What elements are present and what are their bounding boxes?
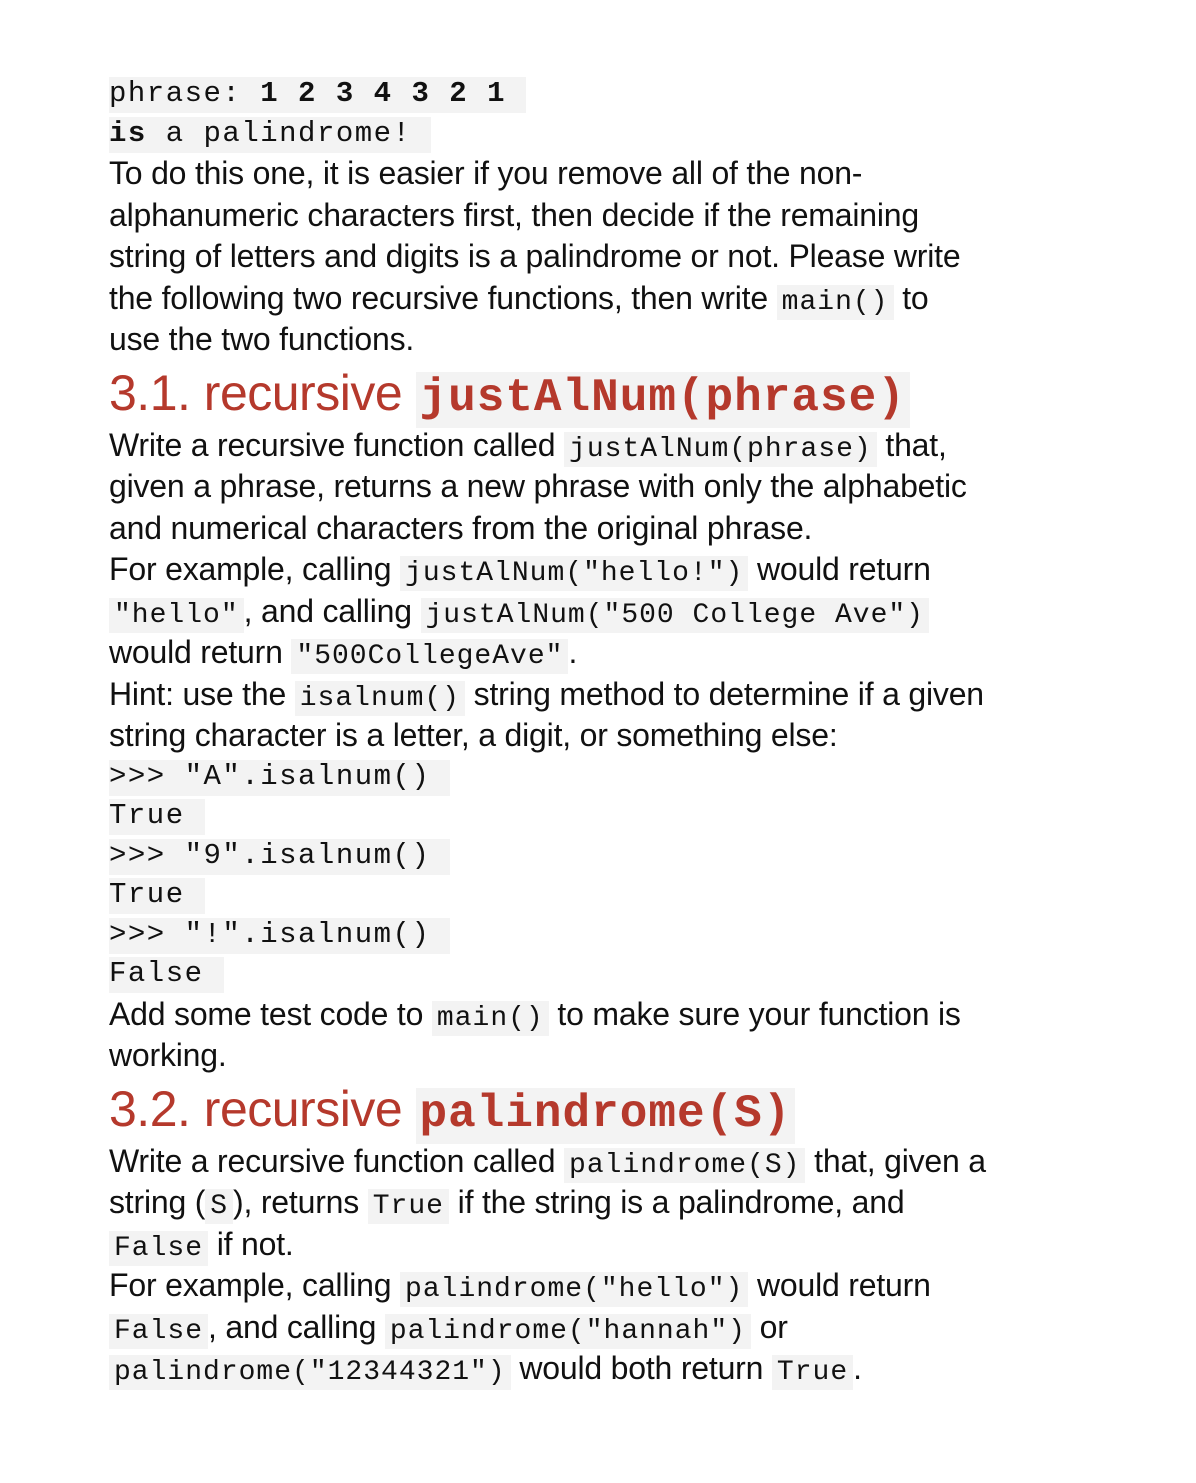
- text-span: would return: [109, 634, 292, 670]
- text-span: For example, calling: [109, 1267, 401, 1303]
- s1-line: [109, 674, 1089, 716]
- s1-line: given a phrase, returns a new phrase with only the alphabetic: [109, 468, 967, 504]
- intro-paragraph-line: [109, 278, 1089, 320]
- inline-code-main: main(): [777, 285, 894, 320]
- inline-code: False: [109, 1314, 208, 1349]
- heading-code: palindrome(S): [416, 1088, 796, 1144]
- s2-line: [109, 1224, 1089, 1266]
- inline-code: justAlNum("hello!"): [400, 556, 748, 591]
- s1-line: [109, 549, 1089, 591]
- text-span: that, given a: [805, 1142, 986, 1179]
- intro-paragraph-line: alphanumeric characters first, then decide if the remaining: [109, 196, 919, 233]
- code-text: True: [109, 799, 205, 835]
- inline-code: palindrome(S): [564, 1148, 805, 1183]
- s2-line: [109, 1348, 1089, 1390]
- palindrome-result-line: [109, 114, 1089, 154]
- text-span: if the string is a palindrome, and: [448, 1184, 905, 1220]
- inline-code: justAlNum(phrase): [564, 432, 877, 467]
- s2-line: [109, 1182, 1089, 1224]
- text-span: .: [853, 1350, 862, 1386]
- palindrome-result-code: [109, 117, 431, 153]
- text-span: to make sure your function is: [548, 995, 961, 1032]
- code-block-line: [109, 796, 1089, 836]
- text-span: Write a recursive function called: [109, 1142, 565, 1179]
- document-page: [109, 74, 1089, 1390]
- inline-code: isalnum(): [295, 681, 465, 716]
- section-heading-3-2: [109, 1079, 1089, 1141]
- s1-line: [109, 591, 1089, 633]
- code-text: False: [109, 957, 224, 993]
- inline-code: "500CollegeAve": [291, 639, 568, 674]
- phrase-example-code: [109, 77, 526, 113]
- text-span: the following two recursive functions, then write: [109, 279, 777, 316]
- text-span: , and calling: [208, 1308, 385, 1345]
- text-span: Add some test code to: [109, 995, 432, 1032]
- code-block-line: [109, 915, 1089, 955]
- text-span: that,: [876, 426, 947, 463]
- code-text: >>> "A".isalnum(): [109, 760, 450, 796]
- code-block-line: [109, 757, 1089, 797]
- s1-line: and numerical characters from the original phrase.: [109, 509, 813, 546]
- result-is: is: [109, 116, 147, 150]
- inline-code: palindrome("hannah"): [385, 1314, 751, 1349]
- phrase-label: phrase:: [109, 77, 242, 110]
- inline-code: justAlNum("500 College Ave"): [421, 598, 929, 633]
- text-span: ), returns: [233, 1184, 368, 1220]
- text-span: .: [568, 634, 578, 670]
- inline-code: palindrome("12344321"): [109, 1355, 511, 1390]
- text-span: would both return: [510, 1350, 772, 1386]
- text-span: would return: [748, 551, 931, 587]
- code-block-line: [109, 875, 1089, 915]
- code-text: >>> "!".isalnum(): [109, 918, 450, 954]
- text-span: would return: [748, 1267, 931, 1303]
- code-text: True: [109, 878, 205, 914]
- s2-line: [109, 1265, 1089, 1307]
- s1-line: [109, 425, 1089, 467]
- text-span: string (: [109, 1184, 206, 1220]
- heading-text: 3.1. recursive: [109, 364, 416, 421]
- inline-code: palindrome("hello"): [400, 1272, 748, 1307]
- code-block-line: [109, 954, 1089, 994]
- text-span: if not.: [208, 1225, 294, 1262]
- inline-code: main(): [432, 1001, 549, 1036]
- intro-paragraph-line: string of letters and digits is a palindrome or not. Please write: [109, 238, 961, 274]
- inline-code: False: [109, 1231, 208, 1266]
- text-span: string method to determine if a given: [464, 675, 984, 712]
- s2-line: [109, 1141, 1089, 1183]
- section-heading-3-1: [109, 363, 1089, 425]
- text-span: Hint: use the: [109, 675, 295, 712]
- text-span: or: [750, 1308, 788, 1345]
- heading-code: justAlNum(phrase): [416, 372, 910, 428]
- code-text: >>> "9".isalnum(): [109, 839, 450, 875]
- inline-code: True: [772, 1355, 853, 1390]
- text-span: to: [893, 279, 929, 316]
- phrase-value: 1 2 3 4 3 2 1: [260, 77, 506, 110]
- result-rest: a palindrome!: [146, 116, 412, 150]
- inline-code: S: [205, 1189, 233, 1224]
- s1-line: [109, 994, 1089, 1036]
- inline-code: "hello": [109, 598, 244, 633]
- heading-text: 3.2. recursive: [109, 1080, 416, 1137]
- s2-line: [109, 1307, 1089, 1349]
- text-span: Write a recursive function called: [109, 426, 565, 463]
- intro-paragraph-line: use the two functions.: [109, 321, 415, 357]
- s1-line: string character is a letter, a digit, or something else:: [109, 717, 838, 753]
- text-span: For example, calling: [109, 551, 401, 587]
- code-block-line: [109, 836, 1089, 876]
- s1-line: [109, 632, 1089, 674]
- s1-line: working.: [109, 1037, 227, 1073]
- inline-code: True: [368, 1189, 449, 1224]
- intro-paragraph-line: To do this one, it is easier if you remove all of the non-: [109, 155, 863, 191]
- text-span: , and calling: [243, 592, 421, 629]
- phrase-example-line: [109, 74, 1089, 114]
